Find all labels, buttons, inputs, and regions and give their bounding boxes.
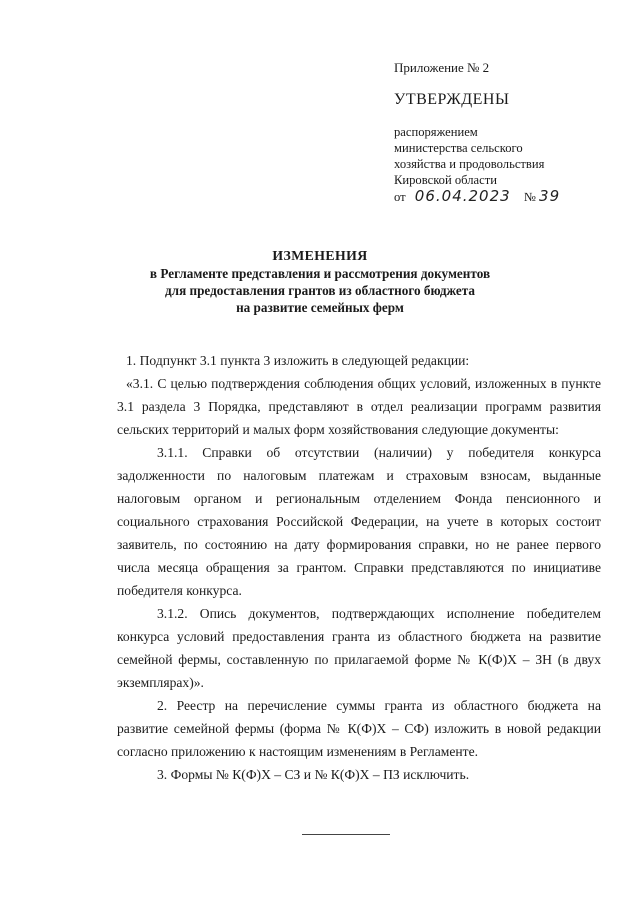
- paragraph: 1. Подпункт 3.1 пункта 3 изложить в следующей редакции:: [126, 353, 470, 368]
- title-line: в Регламенте представления и рассмотрения документов: [149, 266, 491, 281]
- authority-line: распоряжением: [394, 125, 478, 139]
- approving-authority: [394, 124, 624, 205]
- paragraph: 2. Реестр на перечисление суммы гранта из областного бюджета на развитие семейной фермы (форма № К(Ф)Х – СФ) изложить в новой редакции согласно приложению к настоящим изменениям в Регламенте.: [117, 698, 601, 759]
- handwritten-date: 06.04.2023: [414, 187, 511, 205]
- title-heading: ИЗМЕНЕНИЯ: [272, 248, 368, 263]
- number-prefix: №: [523, 190, 536, 204]
- title-line: для предоставления грантов из областного бюджета: [165, 283, 475, 298]
- title-line: на развитие семейных ферм: [236, 300, 404, 315]
- date-prefix: от: [394, 190, 406, 204]
- handwritten-number: 39: [539, 187, 561, 205]
- authority-line: министерства сельского: [394, 141, 523, 155]
- paragraph: 3. Формы № К(Ф)Х – СЗ и № К(Ф)Х – ПЗ исключить.: [157, 767, 470, 782]
- paragraph: 3.1.1. Справки об отсутствии (наличии) у победителя конкурса задолженности по налоговым платежам и страховым взносам, выданные налоговым органом и региональным отделением Фонда пенсионного и социального страхования Российской Федерации, на учете в которых состоит заявитель, по состоянию на дату формирования справки, но не ранее первого числа месяца обращения за грантом. Справки представляются по инициативе победителя конкурса.: [117, 445, 601, 598]
- document-body: [117, 349, 601, 786]
- order-date-number-line: [394, 188, 624, 205]
- paragraph: 3.1.2. Опись документов, подтверждающих исполнение победителем конкурса условий предоставления гранта из областного бюджета на развитие семейной фермы, составленную по прилагаемой форме № К(Ф)Х – ЗН (в двух экземплярах)».: [117, 606, 601, 690]
- paragraph: «3.1. С целью подтверждения соблюдения общих условий, изложенных в пункте 3.1 раздела 3 Порядка, представляют в отдел реализации программ развития сельских территорий и малых форм хозяйствования следующие документы:: [117, 376, 601, 437]
- appendix-label: Приложение № 2: [394, 60, 490, 75]
- authority-line: Кировской области: [394, 173, 497, 187]
- approved-heading: УТВЕРЖДЕНЫ: [394, 91, 510, 108]
- end-divider: [302, 834, 390, 835]
- approval-block: [394, 60, 624, 205]
- document-title: [80, 247, 560, 316]
- authority-line: хозяйства и продовольствия: [394, 157, 545, 171]
